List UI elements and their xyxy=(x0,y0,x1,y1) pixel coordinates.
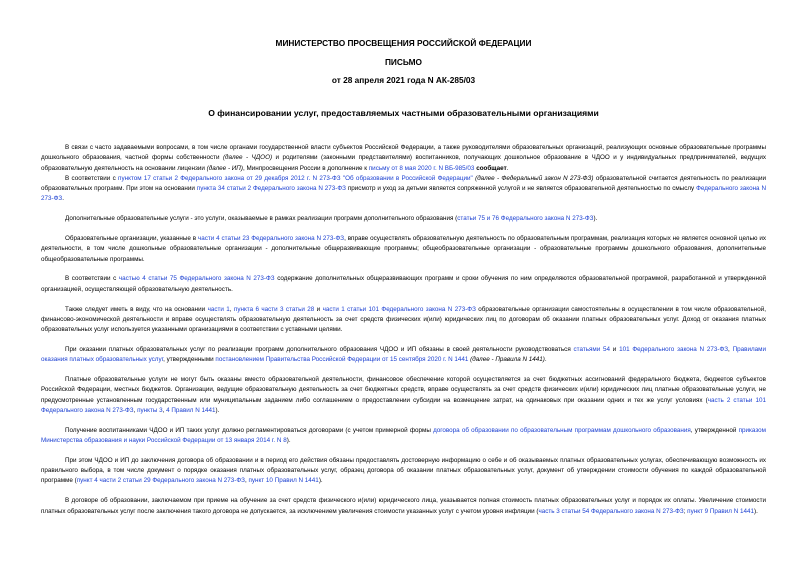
link-contract-template[interactable]: договора об образовании по образовательным программам дошкольного образования xyxy=(433,426,691,434)
document-type: ПИСЬМО xyxy=(384,57,423,67)
paragraph-2: В соответствии с пунктом 17 статьи 2 Федерального закона от 29 декабря 2012 г. N 273-ФЗ "Об образовании в Российской Федерации" (далее - Федеральный закон N 273-ФЗ) образовательной считается деятельность по реализации образовательных программ. При этом на основании пункта 34 статьи 2 Федерального закона N 273-ФЗ присмотр и уход за детьми является сопряженной услугой и не является образовательной деятельностью по смыслу Федерального закона N 273-ФЗ. xyxy=(41,174,767,203)
document-title: О финансировании услуг, предоставляемых частными образовательными организациями xyxy=(208,108,599,118)
paragraph-4: Образовательные организации, указанные в части 4 статьи 23 Федерального закона N 273-ФЗ, вправе осуществлять образовательную деятельность по образовательным программам, реализация которых не является основной целью их деятельности, в том числе дошкольные образовательные организации - дополнительные общеразвивающие программы; общеобразовательные организации - образовательные программы дошкольного образования, дополнительные общеобразовательные программы. xyxy=(41,235,766,263)
link-law-273-art23-p4[interactable]: части 4 статьи 23 Федерального закона N 273-ФЗ xyxy=(197,235,345,243)
paragraph-10: При этом ЧДОО и ИП до заключения договора об образовании и в период его действия обязаны предоставлять достоверную информацию о себе и об оказываемых платных образовательных услугах, обеспечивающую возможность их правильного выбора, в том числе документ о порядке оказания платных образовательных услуг, образец договора об оказании платных образовательных услуг, документ об утверждении стоимости обучения по каждой образовательной программе (пункт 4 части 2 статьи 29 Федерального закона N 273-ФЗ, пункт 10 Правил N 1441). xyxy=(41,456,766,485)
document-body xyxy=(41,143,766,517)
link-rules-1441-p4[interactable]: 4 Правил N 1441 xyxy=(166,406,216,414)
link-order-8[interactable]: приказом Министерства образования и науки Российской Федерации от 13 января 2014 г. N 8 xyxy=(41,426,766,445)
link-rules-p3[interactable]: пункты 3 xyxy=(137,406,163,414)
paragraph-8: Платные образовательные услуги не могут быть оказаны вместо образовательной деятельности, финансовое обеспечение которой осуществляется за счет бюджетных ассигнований федерального бюджета, бюджетов субъектов Российской Федерации, местных бюджетов. Организации, ведущие образовательную деятельность за счет бюджетных средств, вправе осуществлять за счет средств физических и(или) юридических лиц платные образовательные услуги, не предусмотренные установленным государственным или муниципальным заданием либо соглашением о предоставлении субсидии на возмещение затрат, на одинаковых при оказании одних и тех же услуг условиях (часть 2 статьи 101 Федерального закона N 273-ФЗ, пункты 3, 4 Правил N 1441). xyxy=(41,376,766,414)
link-law-273-art54-p3[interactable]: часть 3 статьи 54 Федерального закона N 273-ФЗ xyxy=(538,507,684,515)
paragraph-1: В связи с часто задаваемыми вопросами, в том числе органами государственной власти субъектов Российской Федерации, а также руководителями образовательных организаций, реализующих основные образовательные программы дошкольного образования, частной формы собственности (далее - ЧДОО) и родителями (законными представителями) воспитанников, получающих дошкольное образование в ЧДОО и у индивидуальных предпринимателей, ведущих образовательную деятельность на основании лицензии (далее - ИП), Минпросвещения России в дополнение к письму от 8 мая 2020 г. N ВБ-985/03 сообщает. xyxy=(41,144,766,172)
link-resolution-1441[interactable]: постановлением Правительства Российской Федерации от 15 сентября 2020 г. N 1441 xyxy=(215,356,469,364)
link-law-273-art101-p1[interactable]: части 1 статьи 101 Федерального закона N 273-ФЗ xyxy=(322,305,476,313)
link-rules-1441-p10[interactable]: пункт 10 Правил N 1441 xyxy=(248,477,319,485)
link-rules-paid-services[interactable]: Правилами оказания платных образовательных услуг xyxy=(41,345,766,364)
link-art28-p1[interactable]: части 1 xyxy=(207,305,230,313)
ministry-heading: МИНИСТЕРСТВО ПРОСВЕЩЕНИЯ РОССИЙСКОЙ ФЕДЕРАЦИИ xyxy=(275,38,532,48)
link-law-273-art29[interactable]: пункт 4 части 2 статьи 29 Федерального закона N 273-ФЗ xyxy=(76,477,245,485)
paragraph-6: Также следует иметь в виду, что на основании части 1, пункта 6 части 3 статьи 28 и части 1 статьи 101 Федерального закона N 273-ФЗ образовательные организации самостоятельны в осуществлении в том числе образовательной, финансово-экономической деятельности и вправе осуществлять образовательную деятельность за счет средств физических и(или) юридических лиц по договорам об оказании платных образовательных услуг. Доход от оказания платных образовательных услуг используется указанными организациями в соответствии с уставными целями. xyxy=(41,305,767,334)
paragraph-9: Получение воспитанниками ЧДОО и ИП таких услуг должно регламентироваться договорами (с учетом примерной формы договора об образовании по образовательным программам дошкольного образования, утвержденной приказом Министерства образования и науки Российской Федерации от 13 января 2014 г. N 8). xyxy=(41,426,766,445)
link-law-273-art75-76[interactable]: статьи 75 и 76 Федерального закона N 273-ФЗ xyxy=(457,215,594,223)
paragraph-3: Дополнительные образовательные услуги - это услуги, оказываемые в рамках реализации программ дополнительного образования (статьи 75 и 76 Федерального закона N 273-ФЗ). xyxy=(65,215,598,223)
link-law-273-art101[interactable]: 101 Федерального закона N 273-ФЗ xyxy=(619,345,729,353)
link-law-273-art2-p34[interactable]: пункта 34 статьи 2 Федерального закона N 273-ФЗ xyxy=(196,185,346,193)
link-art28-p3-6[interactable]: пункта 6 части 3 статьи 28 xyxy=(233,305,315,313)
link-law-273-art101-p2[interactable]: часть 2 статьи 101 Федерального закона N 273-ФЗ xyxy=(41,396,766,414)
link-rules-1441-p9[interactable]: пункт 9 Правил N 1441 xyxy=(687,507,755,515)
link-law-273[interactable]: Федерального закона N 273-ФЗ xyxy=(41,185,766,203)
link-art54[interactable]: статьями 54 xyxy=(573,345,611,353)
paragraph-11: В договоре об образовании, заключаемом при приеме на обучение за счет средств физического и(или) юридического лица, указывается полная стоимость платных образовательных услуг и порядок их оплаты. Увеличение стоимости платных образовательных услуг после заключения такого договора не допускается, за исключением увеличения стоимости указанных услуг с учетом уровня инфляции (часть 3 статьи 54 Федерального закона N 273-ФЗ; пункт 9 Правил N 1441). xyxy=(41,497,766,515)
link-law-273-art75-p4[interactable]: частью 4 статьи 75 Федерального закона N 273-ФЗ xyxy=(118,275,275,283)
link-law-273-art2-p17[interactable]: пунктом 17 статьи 2 Федерального закона от 29 декабря 2012 г. N 273-ФЗ "Об образовании в Российской Федерации" xyxy=(118,174,473,182)
document-date: от 28 апреля 2021 года N АК-285/03 xyxy=(331,75,476,85)
paragraph-5: В соответствии с частью 4 статьи 75 Федерального закона N 273-ФЗ содержание дополнительных общеразвивающих программ и сроки обучения по ним определяются образовательной программой, разработанной и утвержденной организацией, осуществляющей образовательную деятельность. xyxy=(41,275,766,293)
link-letter-vb-985[interactable]: письму от 8 мая 2020 г. N ВБ-985/03 xyxy=(368,164,475,172)
paragraph-7: При оказании платных образовательных услуг по реализации программ дополнительного образования ЧДОО и ИП обязаны в своей деятельности руководствоваться статьями 54 и 101 Федерального закона N 273-ФЗ, Правилами оказания платных образовательных услуг, утвержденными постановлением Правительства Российской Федерации от 15 сентября 2020 г. N 1441 (далее - Правила N 1441). xyxy=(41,345,766,364)
